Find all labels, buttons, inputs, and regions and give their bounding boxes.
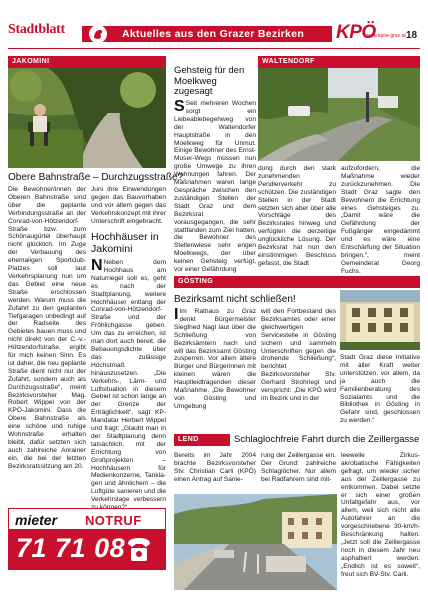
text-zeillergasse-col2: rung der Zeillergasse ein. Der Grund: zahlreiche Schlaglöcher. Nur allem bei Radfahrern sind mit- — [261, 452, 336, 483]
page-number: 18 — [406, 30, 418, 41]
caption-bezirksamt: Stadt Graz diese Initiative mit aller Kraft weiter unterstützen, vor allem, da ja auch die Familienberatung des Sozialamts und die Bibliothek in Gösting in Gefahr sind, geschlossen zu werden.“ — [340, 354, 420, 425]
text-bahnstrasse-col2: Juni ihre Einwendungen gegen das Bauvorhaben und vor allem gegen das Verkehrskonzept mit ihrer Unterschrift eingebracht. — [91, 186, 166, 225]
ad-header — [8, 508, 166, 530]
page-header — [0, 0, 428, 50]
ad-phone-number[interactable]: 71 71 08 — [16, 533, 126, 563]
masthead-title: Stadtblatt — [8, 22, 65, 37]
text-hochhaeuser: N Neben dem Hochhaus am Naturriegel soll es, geht es nach der Stadtplanung, weitere Hochhäuser entlang der Conrad-von-Hötzendorf-Straße und der Fröhlichgasse geben. Um das zu erreichen, ist man dort auch bereit, die Bebauungsdichte über das zulässige Höchstmaß hinauszusetzen. „Die Verkehrs-, Lärm- und Luftsituation in diesem Gebiet ist schon lange an der Grenze der Erträglichkeit“, sagt KP-Mandatar Herbert Wippel und fragt: „Glaubt man in der Stadtplanung denn tatsächlich, mit der Errichtung von Großprojekten – Hochhäusern für Medienkonzerne, Tankla-gen und ähnlichem – die Luftgüte sanieren und die Verkehrslage verbessern — [91, 257, 166, 504]
squirrel-logo-icon — [88, 24, 108, 44]
dropcap-n: N — [91, 257, 103, 274]
header-band-text: Aktuelles aus den Grazer Bezirken — [122, 28, 305, 40]
ad-phone-band — [8, 530, 166, 570]
text-gehsteig-col1: S Seit mehreren Wochen sorgt ein Liebeablebegehweg von der Waltendorfer Hauptstraße in den Moelkweg für Unmut. Einige Bewohner des Ernst-Moser-Wegs müssen nun große Umwege zu ihren Wohnungen fahren. Der Maßnahmen waren lange Gespräche zwischen den zuständigen Stellen der Stadt Graz und dem Bezirksrat vorausgegangen, die sehr stattfanden zum Ziel hatten, die Bewohner des Stellenwiese sehr engen Moelkwegs, der über keinen Gehsteig verfügt, vor einer Gefährdung — [174, 98, 256, 274]
text-gehsteig-col3: aufzufordern, die Maßnahme wieder zurückzunehmen. Die Stadt Graz sagte den Bewohnern die Errichtung eines Gehsteiges zu. „Damit wäre die Gefährdung der Fußgänger eingedämmt und es wäre eine Entschärfung der Situation bringen.“, meint Gemeinderat Georg Fuchs. — [341, 165, 420, 275]
section-label-goesting: GÖSTING — [174, 276, 420, 288]
photo-bahnstrasse — [8, 68, 166, 168]
ad-brand: mieter — [15, 512, 58, 528]
photo-zeillergasse — [174, 494, 337, 590]
headline-bezirksamt: Bezirksamt nicht schließen! — [174, 294, 296, 305]
header-divider — [8, 48, 420, 49]
text-bezirksamt-col2: will den Fortbestand des Bezirksamtes oder einer gleichwertigen Servicestelle in Gösting sichern und sammeln Unterschriften gegen die drohende Schließung“, berichtet Bezirksvorsteher Stv. Gerhard Strohriegl und verspricht: „Die KPÖ wird im Bezirk und in der — [261, 308, 336, 402]
text-gehsteig-col2: dung durch den stark zunehmenden Pendlerverkehr zu schützen. Die zuständigen Stellen in der Stadt setzten sich aber über alle Vorschläge des Bezirksrates hinweg und verfügten die derzeitige unglückliche Lösung. Der Bezirksrat hat nun den einstimmigen Beschluss gefasst, die Stadt — [258, 165, 336, 267]
ad-title: NOTRUF — [85, 513, 142, 528]
phone-icon — [124, 536, 154, 564]
headline-gehsteig: Gehsteig für den Moelkweg zugesagt — [174, 65, 245, 97]
ad-mieter-notruf[interactable] — [8, 508, 166, 570]
dropcap-s: S — [174, 98, 185, 115]
section-label-lend: LEND — [174, 434, 230, 446]
photo-bezirksamt — [340, 290, 420, 350]
party-logo: KPÖ — [336, 22, 376, 43]
text-bahnstrasse-col1: Die Bewohner/innen der Oberen Bahnstraße sind über die geplante Verbindungsstraße an der Conrad-von-Hötzendorf-Straße bzw. zum Schönaugürtel überhaupt nicht glücklich. Im Zuge der Verbauung des ehemaligen Sportclub-Platzes soll laut Verkehrsplanung nun um das Gebiet eine neue Straße erschlossen werden. Warum muss die Zufahrt zu den geplanten Tiefgaragen unbedingt auf der Radseite des Gebietes bauen muss und nicht direkt von der C.-v.-Hötzendorfstraße, ergibt für mich keinen Sinn. Es ist daher, die neu geplante Straße dient nicht nur der Zufahrt, sondern auch als Durchzugsstraße“, meint Bezirksvorsteher Mag. Robert Wippel von der KPÖ-Jakomini. Dass die Obere Bahnstraße als eine schöne und ruhige Wohnstraße erhalten bleibt, dafür setzten sich auch zahlreiche Anrainer ein, die bei der letzten Bezirksratssitzung am 20. — [8, 186, 86, 470]
text-zeillergasse-col3: leewelle Zirkus-akrobatische Fähigkeiten gefragt, um wieder sicher aus der Zeillergasse zu entkommen. Dabei setzte er sich einer großen Unfallgefahr aus, vor allem, weil sich nicht alle Autofahrer an die vorgeschriebene 30-km/h-Beschränkung halten. „Jetzt soll die Zeillergasse noch in diesem Jahr neu asphaltiert werden. „Endlich ist es soweit“, freut sich BV-Stv. Carli. — [341, 452, 420, 578]
text-zeillergasse-col1: Bereits im Jahr 2004 brachte Bezirksvorsteher Stv. Christian Carli (KPÖ) einen Antrag auf Sanie- — [174, 452, 256, 483]
headline-hochhaeuser: Hochhäuser in Jakomini — [91, 231, 159, 255]
text-bezirksamt-col1: I Im Rathaus zu Graz denkt Bürgermeister Siegfried Nagl laut über die Schließung von Bezirksämtern nach und will das Bezirksamt Gösting zusperren. Vor allem ältere Bürger und Bürgerinnen mit kleinen wären die Hauptleidtragenden dieser Maßnahme. „Die Bewohner von Gösting und Umgebung — [174, 306, 256, 410]
section-label-jakomini: JAKOMINI — [8, 56, 166, 68]
headline-zeillergasse: Schlaglochfreie Fahrt durch die Zeillergasse — [234, 434, 420, 445]
photo-moelkweg — [258, 68, 420, 161]
header-url[interactable]: www.kpoe-graz.at — [366, 33, 406, 39]
dropcap-i: I — [174, 306, 179, 323]
section-label-waltendorf: WALTENDORF — [258, 56, 420, 68]
headline-bahnstrasse: Obere Bahnstraße – Durchzugsstraße? — [8, 172, 184, 183]
